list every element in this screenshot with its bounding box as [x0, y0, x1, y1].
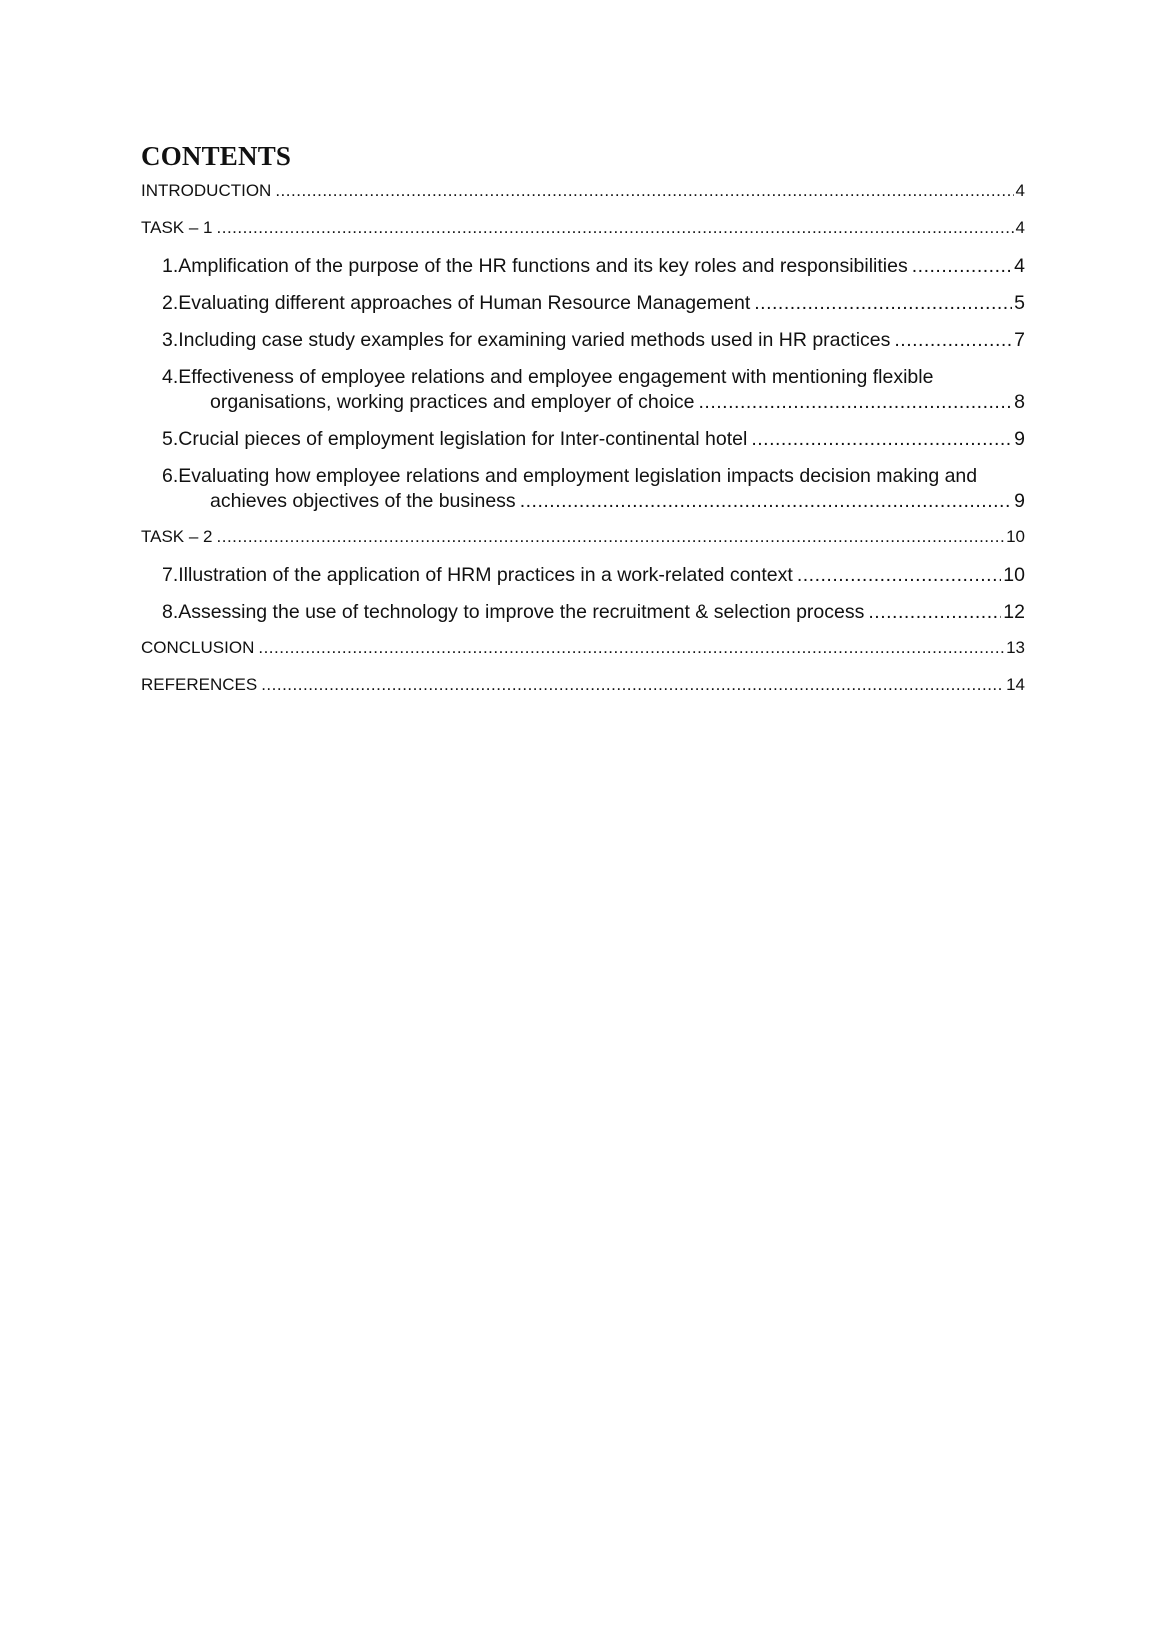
toc-page-number: 8	[1014, 391, 1025, 413]
toc-entry-3[interactable]	[141, 328, 1025, 353]
dot-leader	[797, 563, 1001, 588]
dot-leader	[754, 291, 1012, 316]
toc-page-number: 9	[1014, 490, 1025, 512]
toc-entry-label: 4.Effectiveness of employee relations and employee engagement with mentioning flexible	[162, 366, 934, 388]
toc-entry-label: REFERENCES	[141, 675, 258, 694]
toc-page-number: 12	[1003, 601, 1025, 623]
toc-entry-task-1[interactable]	[141, 217, 1025, 239]
toc-entry-7[interactable]	[141, 563, 1025, 588]
dot-leader	[751, 427, 1012, 452]
toc-page-number: 5	[1014, 292, 1025, 314]
toc-page-number: 14	[1006, 675, 1025, 694]
toc-entry-continuation	[162, 489, 1025, 514]
toc-entry-label: 6.Evaluating how employee relations and employment legislation impacts decision making and	[162, 465, 978, 487]
toc-entry-label: 5.Crucial pieces of employment legislation for Inter-continental hotel	[162, 428, 748, 450]
dot-leader	[275, 180, 1013, 202]
toc-page-number: 7	[1014, 329, 1025, 351]
toc-page-number: 10	[1003, 564, 1025, 586]
dot-leader	[520, 489, 1012, 514]
toc-entry-task-2[interactable]	[141, 526, 1025, 548]
dot-leader	[699, 390, 1013, 415]
toc-entry-continuation	[162, 390, 1025, 415]
toc-entry-4[interactable]	[141, 365, 1025, 415]
toc-entry-8[interactable]	[141, 600, 1025, 625]
toc-entry-label-continued: achieves objectives of the business	[210, 490, 516, 512]
dot-leader	[258, 637, 1004, 659]
dot-leader	[217, 526, 1005, 548]
toc-title: CONTENTS	[141, 141, 292, 171]
toc-entry-label-continued: organisations, working practices and employer of choice	[210, 391, 695, 413]
toc-entry-label: TASK – 2	[141, 527, 213, 546]
dot-leader	[868, 600, 1001, 625]
toc-entry-label: 7.Illustration of the application of HRM practices in a work-related context	[162, 564, 793, 586]
toc-page-number: 4	[1015, 218, 1025, 237]
toc-entry-label: 2.Evaluating different approaches of Human Resource Management	[162, 292, 751, 314]
toc-entry-label: TASK – 1	[141, 218, 213, 237]
toc-page-number: 10	[1006, 527, 1025, 546]
dot-leader	[217, 217, 1014, 239]
dot-leader	[894, 328, 1012, 353]
toc-entry-introduction[interactable]	[141, 180, 1025, 202]
toc-page-number: 4	[1014, 255, 1025, 277]
toc-entry-label: 3.Including case study examples for examining varied methods used in HR practices	[162, 329, 891, 351]
toc-entry-6[interactable]	[141, 464, 1025, 514]
toc-page-number: 9	[1014, 428, 1025, 450]
toc-entry-2[interactable]	[141, 291, 1025, 316]
toc-entry-label: 8.Assessing the use of technology to improve the recruitment & selection process	[162, 601, 865, 623]
table-of-contents	[141, 138, 1025, 711]
toc-entry-conclusion[interactable]	[141, 637, 1025, 659]
toc-page-number: 4	[1015, 181, 1025, 200]
toc-entry-1[interactable]	[141, 254, 1025, 279]
dot-leader	[261, 674, 1004, 696]
toc-entry-label: INTRODUCTION	[141, 181, 272, 200]
toc-page-number: 13	[1006, 638, 1025, 657]
dot-leader	[912, 254, 1012, 279]
toc-entry-label: CONCLUSION	[141, 638, 255, 657]
toc-entry-label: 1.Amplification of the purpose of the HR functions and its key roles and responsibilities	[162, 255, 908, 277]
toc-entry-references[interactable]	[141, 674, 1025, 696]
toc-entry-5[interactable]	[141, 427, 1025, 452]
